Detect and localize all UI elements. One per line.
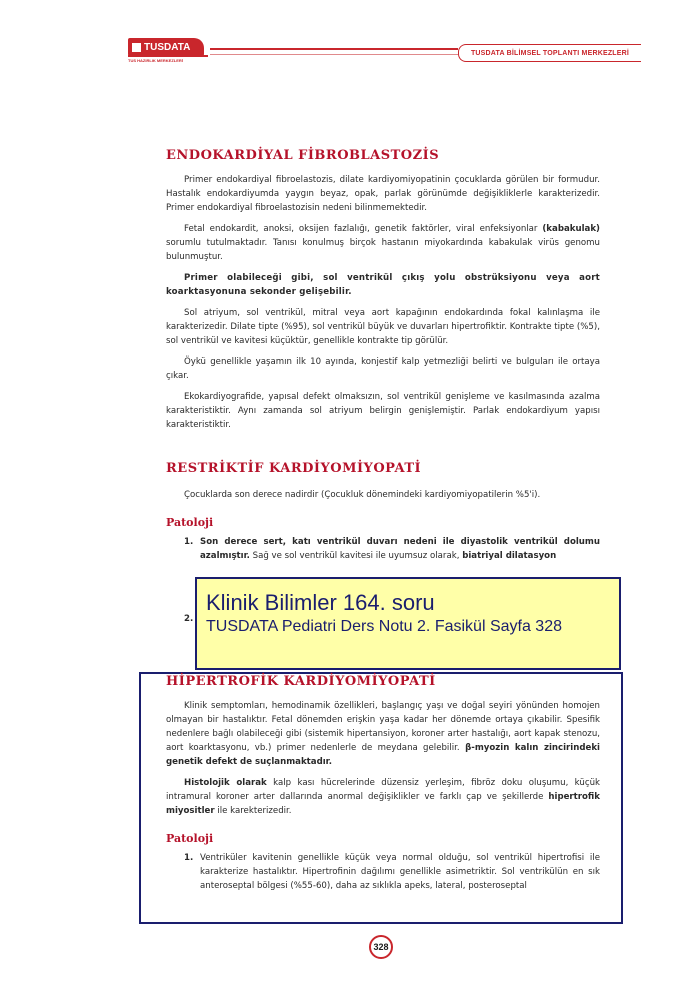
list-number: 1. [184,537,194,547]
question-note [195,577,621,670]
note-title: Klinik Bilimler 164. soru [206,590,435,615]
paragraph [166,699,600,769]
bold-text: hipertrofik miyositler [166,792,600,816]
logo-square-icon [132,43,141,52]
text: Klinik semptomları, hemodinamik özellikleri, başlangıç yaşı ve doğal seyiri yönünden homojen olmayan bir hastalıktır. Fetal dönemden erişkin yaşa kadar her dönemde ortaya çıkabilir. Spesifik nedenlere bağlı olabileceği gibi (sistemik hipertansiyon, koroner arter hastalığı, aort kapak stenozu, aort koarktasyonu, vb.) primer nedenlerle de meydana gelebilir. [166,701,600,753]
paragraph [166,222,600,264]
bold-text: (kabakulak) [542,224,600,234]
bold-text: β-myozin kalın zincirindeki genetik defekt de suçlanmaktadır. [166,743,601,767]
text: ile karekterizedir. [214,806,292,816]
paragraph: Ekokardiyografide, yapısal defekt olmaksızın, sol ventrikül genişleme ve kasılmasında azalma karakteristiktir. Aynı zamanda sol atriyum belirgin genişlemiştir. Parlak endokardiyum yapısı karakteristiktir. [166,392,600,430]
logo-swoosh [128,55,208,57]
list-number: 1. [184,853,194,863]
paragraph: Öykü genellikle yaşamın ilk 10 ayında, konjestif kalp yetmezliği belirti ve bulguları ile ortaya çıkar. [166,357,600,381]
section-title: ENDOKARDİYAL FİBROBLASTOZİS [166,148,440,163]
header-rule-thin [210,54,458,55]
paragraph: Primer endokardiyal fibroelastozis, dilate kardiyomiyopatinin çocuklarda görülen bir formudur. Hastalık endokardiyumda yaygın beyaz, opak, parlak görünümde değişikliklerle karakterizedir. Primer endokardiyal fibroelastozisin nedeni bilinmemektedir. [166,175,600,213]
tusdata-logo [128,36,210,68]
section-title: RESTRİKTİF KARDİYOMİYOPATİ [166,461,422,476]
bold-text: Son derece sert, katı ventrikül duvarı nedeni ile diyastolik ventrikül dolumu azalmıştır. [200,537,600,561]
section-endokardiyal [166,148,600,432]
text: Fetal endokardit, anoksi, oksijen fazlalığı, genetik faktörler, viral enfeksiyonlar [184,224,543,234]
bold-text: biatriyal dilatasyon [462,551,557,561]
logo-text: TUSDATA [144,41,191,53]
section-hipertrofik [166,674,600,893]
paragraph-bold: Primer olabileceği gibi, sol ventrikül çıkış yolu obstrüksiyonu veya aort koarktasyonuna sekonder gelişebilir. [166,273,600,297]
text: Ventriküler kavitenin genellikle küçük veya normal olduğu, sol ventrikül hipertrofisi ile karakterize hastalıktır. Hipertrofinin dağılımı genellikle asimetriktir. Sol ventrikülün en sık anteroseptal bölgesi (%55-60), daha az sıklıkla apeks, lateral, posteroseptal [200,853,600,891]
bold-text: Histolojik olarak [184,778,267,788]
header-center-label: TUSDATA BİLİMSEL TOPLANTI MERKEZLERİ [458,44,641,62]
section-restriktif [166,461,600,563]
paragraph: Sol atriyum, sol ventrikül, mitral veya aort kapağının endokardında fokal kalınlaşma ile karakterizedir. Dilate tipte (%95), sol ventrikül büyük ve duvarları hipertrofiktir. Kontrakte tipte (%5), sol ventrikül ve kavitesi küçüktür, genellikle kontrakte tip görülür. [166,308,600,346]
list-item [166,851,600,893]
text: kalp kası hücrelerinde düzensiz yerleşim, fibröz doku oluşumu, küçük intramural koroner arter dallarında anormal değişiklikler ve farklı çap ve şekillerde [166,778,600,802]
section-title: HİPERTROFİK KARDİYOMİYOPATİ [166,674,436,689]
list-item [166,535,600,563]
note-subtitle: TUSDATA Pediatri Ders Notu 2. Fasikül Sayfa 328 [206,618,562,635]
logo-badge [128,38,204,56]
paragraph: Çocuklarda son derece nadirdir (Çocukluk dönemindeki kardiyomiyopatilerin %5'i). [184,490,541,500]
header-rule [210,48,458,50]
page-number: 328 [369,935,393,959]
logo-subtext: TUS HAZIRLIK MERKEZLERİ [128,58,183,63]
text: sorumlu tutulmaktadır. Tanısı konulmuş birçok hastanın miyokardında kabakulak virüs genomu bulunmuştur. [166,238,600,262]
paragraph [166,776,600,818]
list-number: 2. [184,614,194,624]
subsection-title: Patoloji [166,516,214,529]
subsection-title: Patoloji [166,832,214,845]
text: Sağ ve sol ventrikül kavitesi ile uyumsuz olarak, [249,551,463,561]
